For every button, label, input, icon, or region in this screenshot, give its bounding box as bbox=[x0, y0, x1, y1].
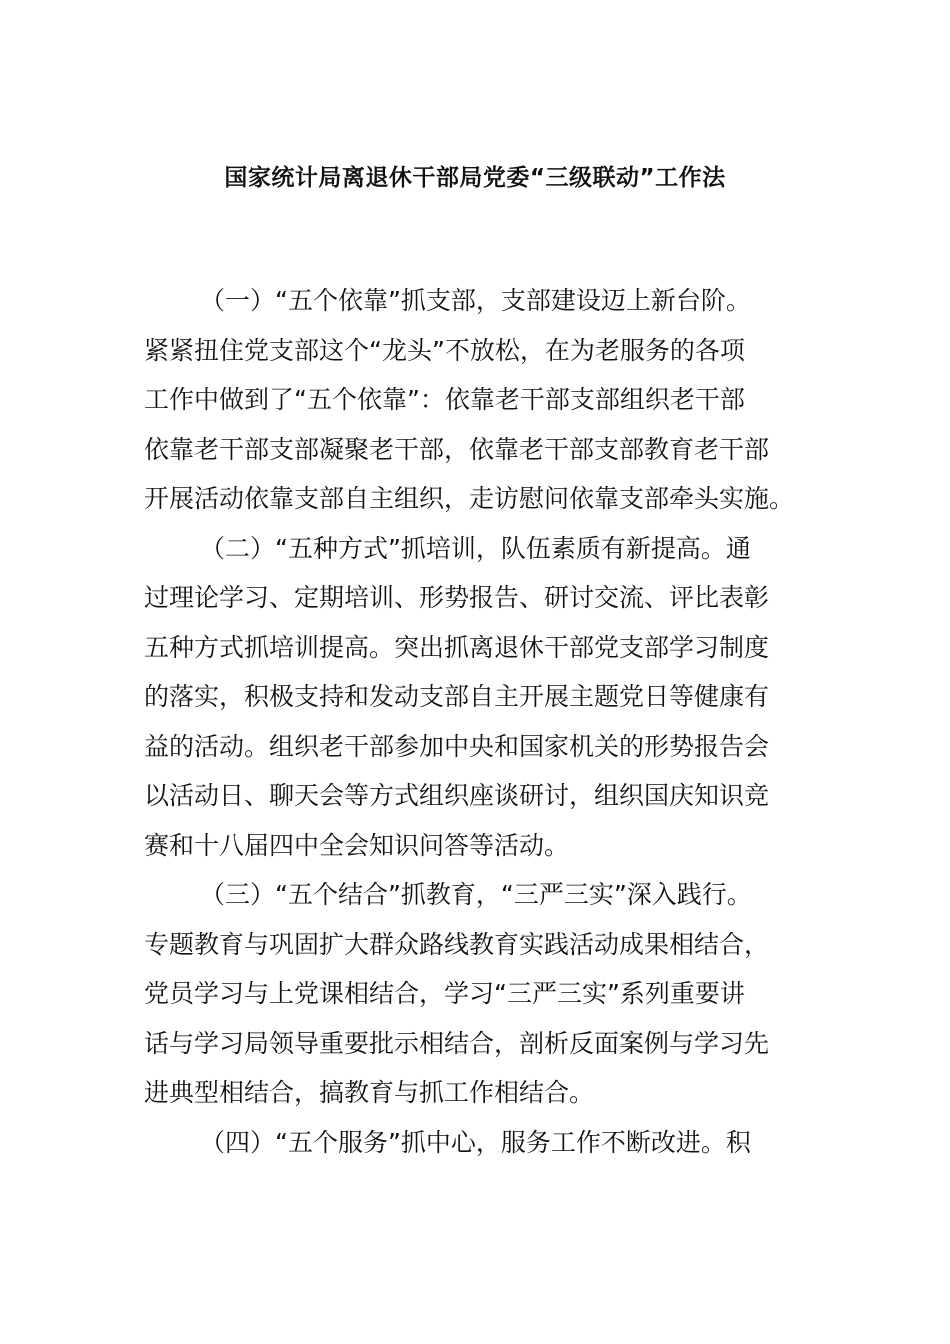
paragraph-2-line: 赛和十八届四中全会知识问答等活动。 bbox=[144, 830, 570, 860]
paragraph-3-line: 专题教育与巩固扩大群众路线教育实践活动成果相结合， bbox=[144, 929, 770, 959]
paragraph-4-heading-line: （四）“五个服务”抓中心，服务工作不断改进。积 bbox=[200, 1127, 751, 1157]
paragraph-2-heading-line: （二）“五种方式”抓培训，队伍素质有新提高。通 bbox=[200, 533, 751, 563]
paragraph-3-heading-line: （三）“五个结合”抓教育，“三严三实”深入践行。 bbox=[200, 880, 752, 909]
paragraph-3-line: 党员学习与上党课相结合，学习“三严三实”系列重要讲 bbox=[144, 979, 745, 1008]
paragraph-2-line: 以活动日、聊天会等方式组织座谈研讨，组织国庆知识竞 bbox=[144, 781, 770, 810]
paragraph-2-line: 益的活动。组织老干部参加中央和国家机关的形势报告会 bbox=[144, 731, 770, 761]
paragraph-1-line: 紧紧扭住党支部这个“龙头”不放松，在为老服务的各项 bbox=[144, 335, 745, 365]
paragraph-3-line: 话与学习局领导重要批示相结合，剖析反面案例与学习先 bbox=[144, 1028, 770, 1058]
paragraph-3-line: 进典型相结合，搞教育与抓工作相结合。 bbox=[144, 1078, 595, 1107]
paragraph-1-line: 工作中做到了“五个依靠”：依靠老干部支部组织老干部 bbox=[144, 385, 745, 414]
paragraph-1-heading-line: （一）“五个依靠”抓支部，支部建设迈上新台阶。 bbox=[200, 286, 751, 315]
paragraph-2-line: 五种方式抓培训提高。突出抓离退休干部党支部学习制度 bbox=[144, 632, 770, 662]
paragraph-1-line: 依靠老干部支部凝聚老干部，依靠老干部支部教育老干部 bbox=[144, 434, 770, 464]
document-body bbox=[144, 276, 812, 1167]
paragraph-2-line: 的落实，积极支持和发动支部自主开展主题党日等健康有 bbox=[144, 682, 770, 711]
document-title: 国家统计局离退休干部局党委“三级联动”工作法 bbox=[224, 165, 726, 191]
paragraph-2-line: 过理论学习、定期培训、形势报告、研讨交流、评比表彰 bbox=[144, 583, 770, 612]
paragraph-1-line: 开展活动依靠支部自主组织，走访慰问依靠支部牵头实施。 bbox=[144, 484, 795, 513]
